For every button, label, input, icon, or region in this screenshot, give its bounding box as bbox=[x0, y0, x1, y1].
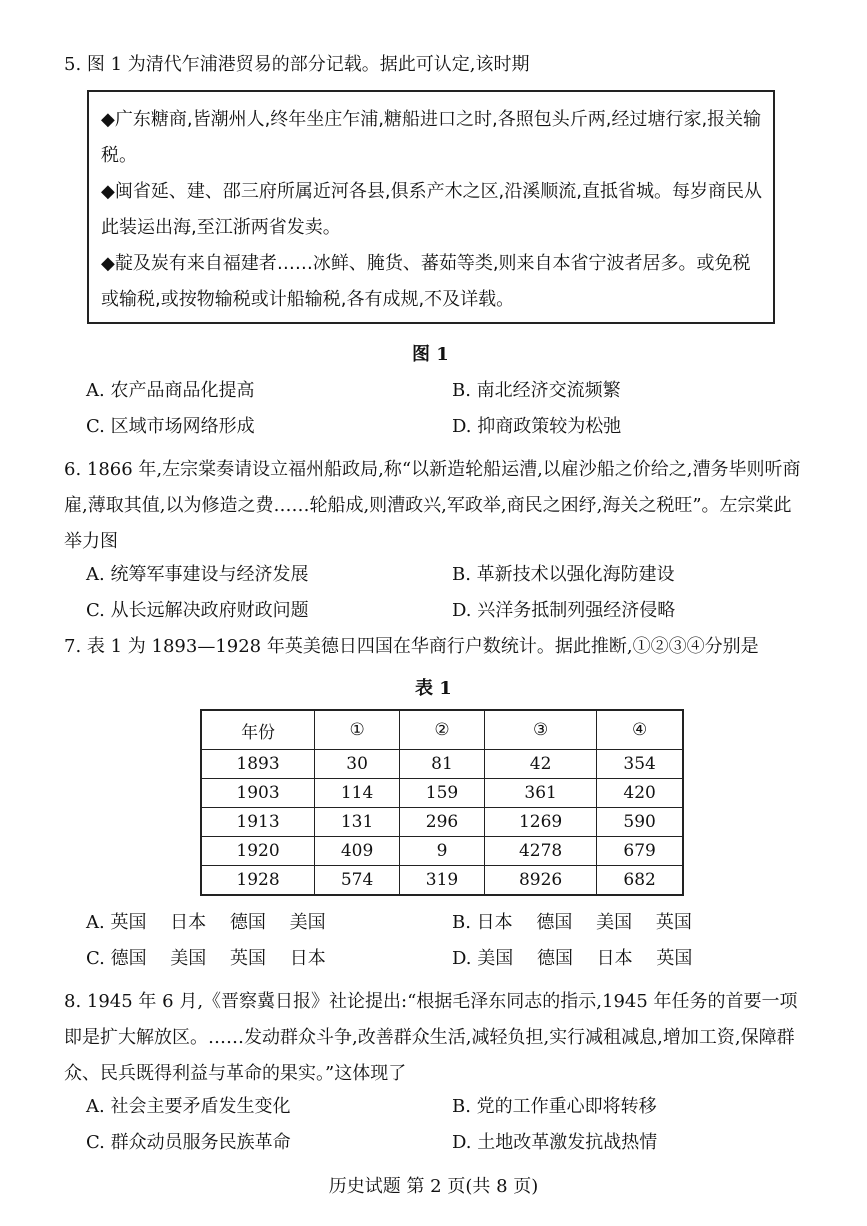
quote-paragraph-2: ◆闽省延、建、邵三府所属近河各县,俱系产木之区,沿溪顺流,直抵省城。每岁商民从此装运出海,至江浙两省发卖。 bbox=[101, 181, 763, 238]
q5-option-b[interactable]: B. 南北经济交流频繁 bbox=[452, 380, 621, 401]
table-header-cell: ③ bbox=[484, 710, 596, 750]
table-cell: 4278 bbox=[484, 837, 596, 866]
table-row bbox=[201, 808, 683, 837]
table-cell: 590 bbox=[597, 808, 683, 837]
table-row bbox=[201, 750, 683, 779]
question-7-stem: 7. 表 1 为 1893—1928 年英美德日四国在华商行户数统计。据此推断,①②③④分别是 bbox=[64, 636, 759, 657]
table-cell: 1920 bbox=[201, 837, 315, 866]
table-cell: 81 bbox=[400, 750, 485, 779]
table-row bbox=[201, 837, 683, 866]
table-header-cell: ① bbox=[315, 710, 400, 750]
table-cell: 131 bbox=[315, 808, 400, 837]
table-cell: 9 bbox=[400, 837, 485, 866]
table-row bbox=[201, 779, 683, 808]
table-cell: 319 bbox=[400, 866, 485, 896]
q6-option-d[interactable]: D. 兴洋务抵制列强经济侵略 bbox=[452, 600, 676, 621]
q8-option-c[interactable]: C. 群众动员服务民族革命 bbox=[86, 1132, 291, 1153]
table-cell: 679 bbox=[597, 837, 683, 866]
table-header-row bbox=[201, 710, 683, 750]
q7-option-a[interactable]: A. 英国 日本 德国 美国 bbox=[86, 912, 326, 933]
table-cell: 409 bbox=[315, 837, 400, 866]
table-header-cell: ④ bbox=[597, 710, 683, 750]
q6-option-b[interactable]: B. 革新技术以强化海防建设 bbox=[452, 564, 675, 585]
table-cell: 1893 bbox=[201, 750, 315, 779]
table-cell: 114 bbox=[315, 779, 400, 808]
table-cell: 1913 bbox=[201, 808, 315, 837]
table-header-cell: ② bbox=[400, 710, 485, 750]
page-footer: 历史试题 第 2 页(共 8 页) bbox=[328, 1176, 539, 1197]
q7-option-b[interactable]: B. 日本 德国 美国 英国 bbox=[452, 912, 692, 933]
table-cell: 420 bbox=[597, 779, 683, 808]
figure-1-caption: 图 1 bbox=[412, 344, 449, 365]
question-5-stem: 5. 图 1 为清代乍浦港贸易的部分记载。据此可认定,该时期 bbox=[64, 54, 530, 75]
table-cell: 354 bbox=[597, 750, 683, 779]
table-cell: 1269 bbox=[484, 808, 596, 837]
table-cell: 682 bbox=[597, 866, 683, 896]
table-cell: 361 bbox=[484, 779, 596, 808]
table-cell: 8926 bbox=[484, 866, 596, 896]
table-cell: 30 bbox=[315, 750, 400, 779]
q5-option-a[interactable]: A. 农产品商品化提高 bbox=[86, 380, 255, 401]
q8-option-a[interactable]: A. 社会主要矛盾发生变化 bbox=[86, 1096, 291, 1117]
table-cell: 42 bbox=[484, 750, 596, 779]
q5-option-d[interactable]: D. 抑商政策较为松弛 bbox=[452, 416, 622, 437]
question-8-stem: 8. 1945 年 6 月,《晋察冀日报》社论提出:“根据毛泽东同志的指示,1945 年任务的首要一项即是扩大解放区。……发动群众斗争,改善群众生活,减轻负担,实行减租减息,增加工资,保障群众、民兵既得利益与革命的果实。”这体现了 bbox=[64, 991, 798, 1084]
table-1-caption: 表 1 bbox=[415, 678, 452, 699]
table-cell: 1903 bbox=[201, 779, 315, 808]
q7-option-c[interactable]: C. 德国 美国 英国 日本 bbox=[86, 948, 326, 969]
table-1 bbox=[200, 709, 684, 896]
q6-option-a[interactable]: A. 统筹军事建设与经济发展 bbox=[86, 564, 309, 585]
q5-option-c[interactable]: C. 区域市场网络形成 bbox=[86, 416, 255, 437]
question-6-stem: 6. 1866 年,左宗棠奏请设立福州船政局,称“以新造轮船运漕,以雇沙船之价给之,漕务毕则听商雇,薄取其值,以为修造之费……轮船成,则漕政兴,军政举,商民之困纾,海关之税旺”。左宗棠此举力图 bbox=[64, 459, 801, 552]
q8-option-d[interactable]: D. 土地改革激发抗战热情 bbox=[452, 1132, 658, 1153]
table-cell: 159 bbox=[400, 779, 485, 808]
figure-1-quote-box bbox=[87, 90, 775, 324]
q6-option-c[interactable]: C. 从长远解决政府财政问题 bbox=[86, 600, 309, 621]
quote-paragraph-1: ◆广东糖商,皆潮州人,终年坐庄乍浦,糖船进口之时,各照包头斤两,经过塘行家,报关输税。 bbox=[101, 109, 762, 166]
table-header-cell: 年份 bbox=[201, 710, 315, 750]
q7-option-d[interactable]: D. 美国 德国 日本 英国 bbox=[452, 948, 693, 969]
table-cell: 1928 bbox=[201, 866, 315, 896]
table-row bbox=[201, 866, 683, 896]
quote-paragraph-3: ◆靛及炭有来自福建者……冰鲜、腌货、蕃茹等类,则来自本省宁波者居多。或免税或输税,或按物输税或计船输税,各有成规,不及详载。 bbox=[101, 253, 751, 310]
table-cell: 574 bbox=[315, 866, 400, 896]
table-cell: 296 bbox=[400, 808, 485, 837]
q8-option-b[interactable]: B. 党的工作重心即将转移 bbox=[452, 1096, 657, 1117]
